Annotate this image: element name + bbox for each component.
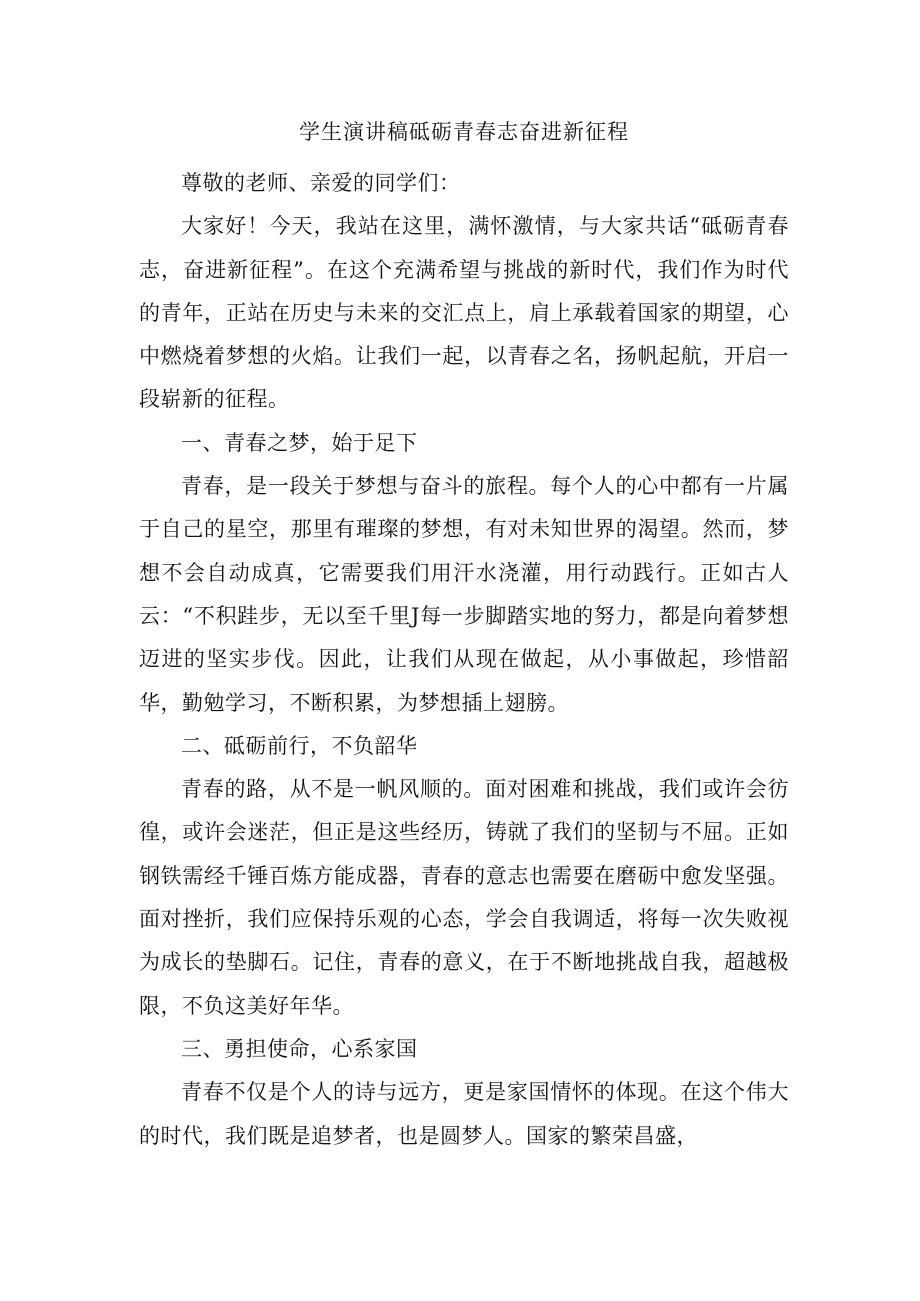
section-body-1: 青春，是一段关于梦想与奋斗的旅程。每个人的心中都有一片属于自己的星空，那里有璀璨的梦想，有对未知世界的渴望。然而，梦想不会自动成真，它需要我们用汗水浇灌，用行动践行。正如古人云：“不积跬步，无以至千里J每一步脚踏实地的努力，都是向着梦想迈进的坚实步伐。因此，让我们从现在做起，从小事做起，珍惜韶华，勤勉学习，不断积累，为梦想插上翅膀。 [139, 474, 789, 715]
section-body-2: 青春的路，从不是一帆风顺的。面对困难和挑战，我们或许会彷徨，或许会迷茫，但正是这些经历，铸就了我们的坚韧与不屈。正如钢铁需经千锤百炼方能成器，青春的意志也需要在磨砺中愈发坚强。面对挫折，我们应保持乐观的心态，学会自我调适，将每一次失败视为成长的垫脚石。记住，青春的意义，在于不断地挑战自我，超越极限，不负这美好年华。 [139, 777, 789, 1018]
section-body-3: 青春不仅是个人的诗与远方，更是家国情怀的体现。在这个伟大的时代，我们既是追梦者，也是圆梦人。国家的繁荣昌盛， [139, 1080, 789, 1148]
greeting: 尊敬的老师、亲爱的同学们： [181, 171, 461, 195]
section-heading-1: 一、青春之梦，始于足下 [181, 430, 418, 455]
document-page [139, 112, 789, 1158]
section-heading-2: 二、砥砺前行，不负韶华 [181, 733, 418, 758]
intro-paragraph: 大家好！今天，我站在这里，满怀激情，与大家共话“砥砺青春志，奋进新征程”。在这个充满希望与挑战的新时代，我们作为时代的青年，正站在历史与未来的交汇点上，肩上承载着国家的期望，心中燃烧着梦想的火焰。让我们一起，以青春之名，扬帆起航，开启一段崭新的征程。 [139, 214, 789, 412]
document-title: 学生演讲稿砥砺青春志奋进新征程 [299, 120, 629, 144]
section-heading-3: 三、勇担使命，心系家国 [181, 1036, 418, 1061]
